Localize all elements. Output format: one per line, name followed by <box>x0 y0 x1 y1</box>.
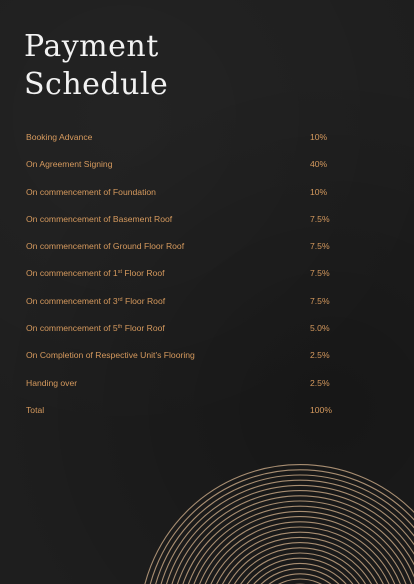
ordinal-suffix: rd <box>117 296 123 303</box>
row-label: On Completion of Respective Unit's Flooring <box>26 350 195 361</box>
decorative-arc <box>181 506 414 584</box>
row-value: 10% <box>310 186 328 197</box>
row-label: Booking Advance <box>26 132 93 142</box>
row-value: 7.5% <box>310 268 330 279</box>
row-label: On commencement of Basement Roof <box>26 213 173 224</box>
row-label: On commencement of Foundation <box>26 186 156 197</box>
decorative-arc <box>254 579 346 584</box>
title-line-2: Schedule <box>24 67 169 102</box>
label-text: On commencement of 3 <box>26 295 118 306</box>
ordinal-suffix: st <box>117 269 122 276</box>
row-label: On Agreement Signing <box>26 159 113 170</box>
row-value: 40% <box>310 159 328 170</box>
row-label: On commencement of Ground Floor Roof <box>26 241 185 252</box>
row-label: Total <box>26 404 45 415</box>
ordinal-suffix: th <box>117 324 123 331</box>
row-value: 2.5% <box>310 377 330 388</box>
label-text: Floor Roof <box>122 295 166 306</box>
label-text: On commencement of 5 <box>26 323 118 334</box>
title-line-1: Payment <box>24 29 159 64</box>
label-text: Floor Roof <box>122 323 165 334</box>
decorative-arc <box>212 537 387 584</box>
row-value: 100% <box>310 404 332 415</box>
decorative-arc <box>202 527 398 584</box>
row-value: 7.5% <box>310 213 330 224</box>
row-value: 2.5% <box>310 350 330 361</box>
decorative-arc <box>233 558 367 584</box>
row-label: Handing over <box>26 377 78 388</box>
label-text: On commencement of 1 <box>26 268 118 279</box>
label-text: Floor Roof <box>122 268 165 279</box>
row-value: 7.5% <box>310 295 330 306</box>
row-value: 10% <box>310 132 328 142</box>
row-value: 7.5% <box>310 241 330 252</box>
row-value: 5.0% <box>310 323 330 334</box>
